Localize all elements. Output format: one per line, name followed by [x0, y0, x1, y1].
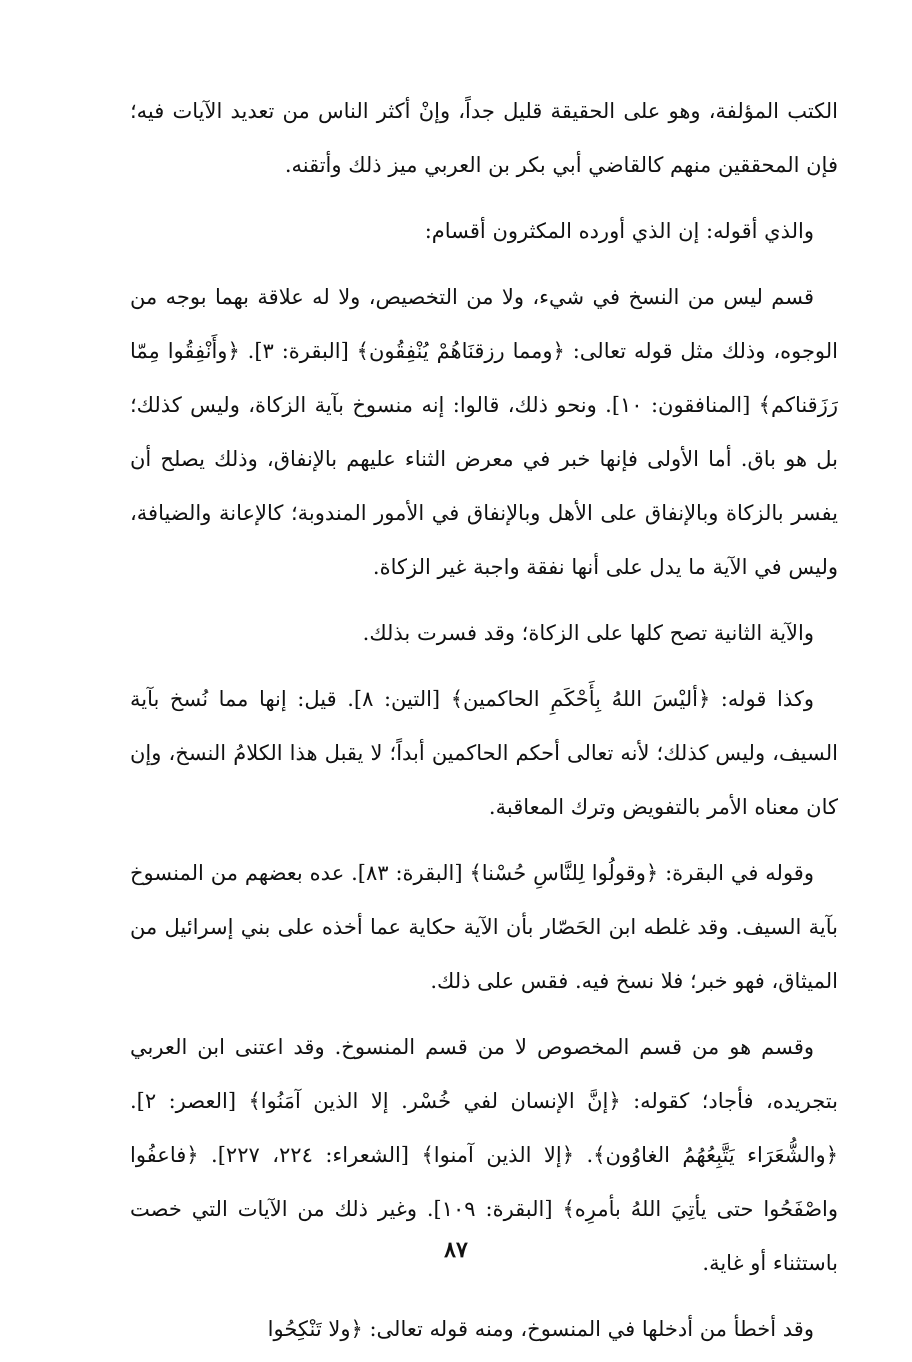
paragraph-first-category: قسم ليس من النسخ في شيء، ولا من التخصيص، ولا له علاقة بهما بوجه من الوجوه، وذلك مثل قوله تعالى: ﴿ومما رزقنَاهُمْ يُنْفِقُون﴾ [البقرة: ٣]. ﴿وأَنْفِقُوا مِمّا رَزَقناكم﴾ [المنافقون: ١٠]. ونحو ذلك، قالوا: إنه منسوخ بآية الزكاة، وليس كذلك؛ بل هو باق. أما الأولى فإنها خبر في معرض الثناء عليهم بالإنفاق، وذلك يصلح أن يفسر بالزكاة وبالإنفاق على الأهل وبالإنفاق في الأمور المندوبة؛ كالإعانة والضيافة، وليس في الآية ما يدل على أنها نفقة واجبة غير الزكاة.: [130, 285, 839, 579]
paragraph-final: وقد أخطأ من أدخلها في المنسوخ، ومنه قوله تعالى: ﴿ولا تَنْكِحُوا: [267, 1317, 814, 1341]
paragraph-continuation: الكتب المؤلفة، وهو على الحقيقة قليل جداً، وإنْ أكثر الناس من تعديد الآيات فيه؛ فإن المحققين منهم كالقاضي أبي بكر بن العربي ميز ذلك وأتقنه.: [130, 99, 838, 177]
paragraph-at-tin: وكذا قوله: ﴿أليْسَ اللهُ بِأَحْكَمِ الحاكمين﴾ [التين: ٨]. قيل: إنها مما نُسخ بآية السيف، وليس كذلك؛ لأنه تعالى أحكم الحاكمين أبداً؛ لا يقبل هذا الكلامُ النسخ، وإن كان معناه الأمر بالتفويض وترك المعاقبة.: [130, 687, 838, 819]
page-number: ٨٧: [444, 1237, 468, 1263]
paragraph-al-baqarah: وقوله في البقرة: ﴿وقولُوا لِلنَّاسِ حُسْنا﴾ [البقرة: ٨٣]. عده بعضهم من المنسوخ بآية السيف. وقد غلطه ابن الحَصّار بأن الآية حكاية عما أخذه على بني إسرائيل من الميثاق، فهو خبر؛ فلا نسخ فيه. فقس على ذلك.: [130, 861, 838, 993]
body-text: [130, 84, 838, 1356]
paragraph-second-verse: والآية الثانية تصح كلها على الزكاة؛ وقد فسرت بذلك.: [362, 621, 814, 645]
paragraph-specified-category: وقسم هو من قسم المخصوص لا من قسم المنسوخ. وقد اعتنى ابن العربي بتجريده، فأجاد؛ كقوله: ﴿إنَّ الإنسان لفي خُسْر. إلا الذين آمَنُوا﴾ [العصر: ٢]. ﴿والشُّعَرَاء يَتَّبِعُهُمُ الغاوُون﴾. ﴿إلا الذين آمنوا﴾ [الشعراء: ٢٢٤، ٢٢٧]. ﴿فاعفُوا واصْفَحُوا حتى يأتِيَ اللهُ بأمرِه﴾ [البقرة: ١٠٩]. وغير ذلك من الآيات التي خصت باستثناء أو غاية.: [130, 1035, 839, 1275]
paragraph-intro: والذي أقوله: إن الذي أورده المكثرون أقسام:: [424, 219, 814, 243]
